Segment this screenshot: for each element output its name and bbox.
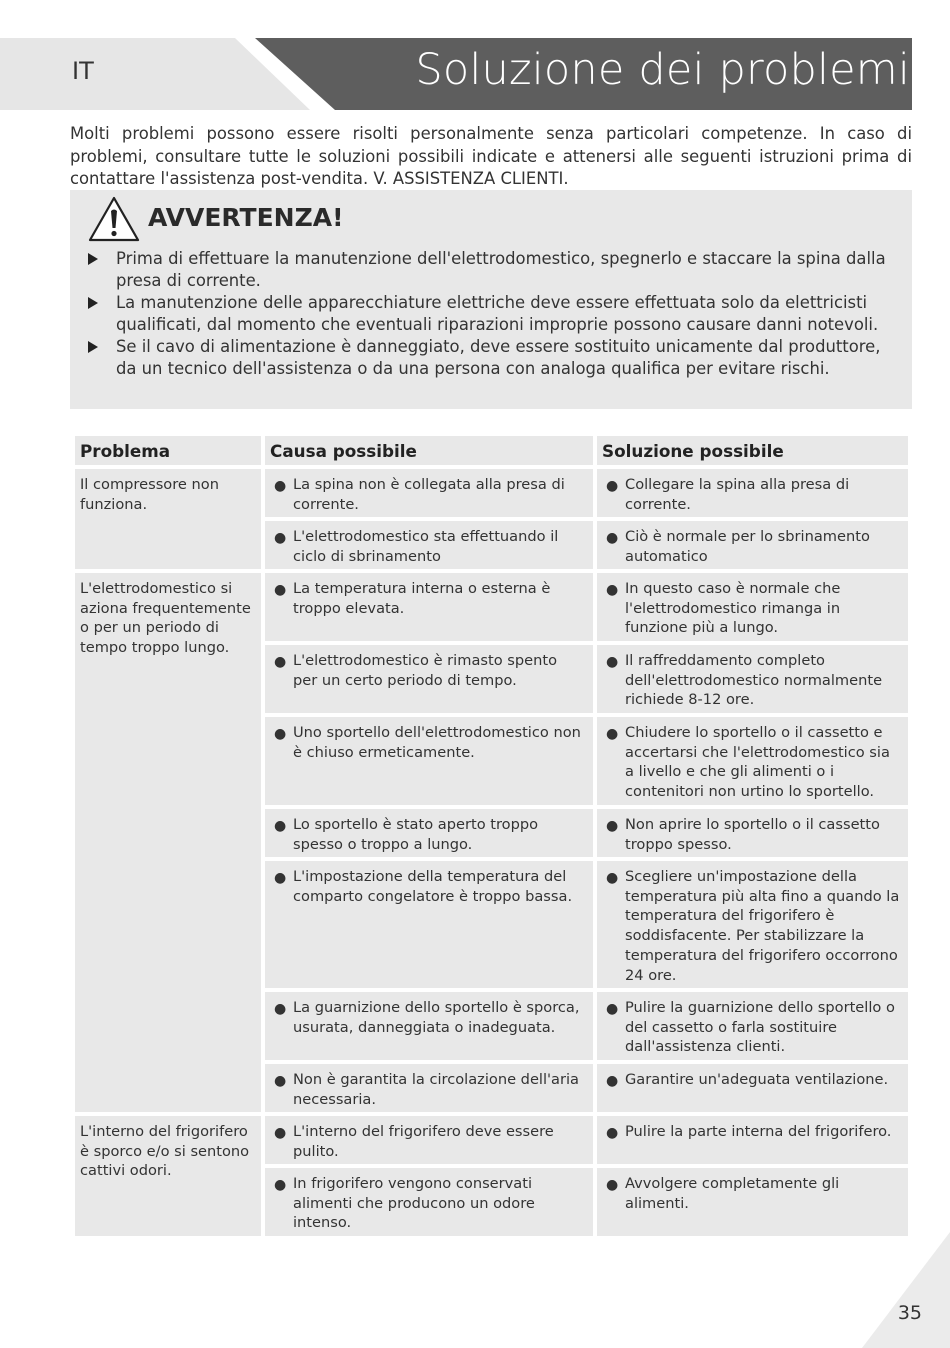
warning-item [70, 292, 912, 336]
bullet-icon: ● [606, 1177, 619, 1193]
cause-text: La spina non è collegata alla presa di corrente. [293, 476, 565, 513]
problem-cell: Il compressore non funziona. [75, 469, 261, 569]
cause-cell [265, 521, 593, 569]
bullet-icon: ● [606, 1001, 619, 1017]
solution-text: Non aprire lo sportello o il cassetto troppo spesso. [625, 816, 880, 853]
bullet-icon: ● [606, 870, 619, 886]
cause-cell [265, 717, 593, 805]
solution-text: Pulire la guarnizione dello sportello o del cassetto o farla sostituire dall'assistenza clienti. [625, 999, 895, 1056]
language-tab [0, 38, 310, 110]
table-row [265, 521, 908, 569]
cause-text: La guarnizione dello sportello è sporca, usurata, danneggiata o inadeguata. [293, 999, 580, 1036]
cause-cell [265, 992, 593, 1060]
table-row [265, 573, 908, 641]
solution-text: Ciò è normale per lo sbrinamento automatico [625, 528, 870, 565]
cause-cell [265, 809, 593, 857]
triangle-bullet-icon [88, 253, 98, 265]
table-row [265, 1168, 908, 1236]
table-row [265, 645, 908, 713]
cause-text: L'elettrodomestico è rimasto spento per un certo periodo di tempo. [293, 652, 558, 689]
cause-cell [265, 469, 593, 517]
bullet-icon: ● [606, 1073, 619, 1089]
cause-solution-rows [265, 469, 908, 569]
solution-text: Garantire un'adeguata ventilazione. [625, 1071, 889, 1088]
triangle-bullet-icon [88, 297, 98, 309]
solution-text: Avvolgere completamente gli alimenti. [625, 1175, 840, 1212]
solution-text: Il raffreddamento completo dell'elettrodomestico normalmente richiede 8-12 ore. [625, 652, 883, 709]
warning-item [70, 248, 912, 292]
bullet-icon: ● [274, 530, 287, 546]
solution-cell [597, 1168, 908, 1236]
solution-cell [597, 1116, 908, 1164]
page-number: 35 [897, 1302, 922, 1324]
page-corner-decoration [862, 1232, 950, 1348]
problem-group [75, 573, 908, 1112]
warning-item-text: Prima di effettuare la manutenzione dell'elettrodomestico, spegnerlo e staccare la spina dalla presa di corrente. [116, 249, 886, 290]
solution-cell [597, 1064, 908, 1112]
cause-text: La temperatura interna o esterna è troppo elevata. [293, 580, 551, 617]
solution-cell [597, 573, 908, 641]
bullet-icon: ● [606, 530, 619, 546]
warning-item-text: La manutenzione delle apparecchiature elettriche deve essere effettuata solo da elettricisti qualificati, dal momento che eventuali riparazioni improprie possono causare danni notevoli. [116, 293, 879, 334]
table-row [265, 1116, 908, 1164]
table-row [265, 992, 908, 1060]
bullet-icon: ● [606, 818, 619, 834]
solution-text: Chiudere lo sportello o il cassetto e accertarsi che l'elettrodomestico sia a livello e che gli alimenti o i contenitori non urtino lo sportello. [625, 724, 890, 801]
warning-list [70, 248, 912, 380]
solution-cell [597, 469, 908, 517]
bullet-icon: ● [274, 1177, 287, 1193]
problem-group [75, 1116, 908, 1236]
solution-cell [597, 809, 908, 857]
cause-cell [265, 1116, 593, 1164]
bullet-icon: ● [274, 478, 287, 494]
cause-cell [265, 645, 593, 713]
cause-cell [265, 861, 593, 988]
solution-text: In questo caso è normale che l'elettrodomestico rimanga in funzione più a lungo. [625, 580, 841, 637]
bullet-icon: ● [274, 582, 287, 598]
header-problem: Problema [75, 436, 261, 465]
bullet-icon: ● [274, 1125, 287, 1141]
table-row [265, 1064, 908, 1112]
cause-solution-rows [265, 573, 908, 1112]
solution-cell [597, 861, 908, 988]
solution-text: Pulire la parte interna del frigorifero. [625, 1123, 892, 1140]
cause-text: L'elettrodomestico sta effettuando il ciclo di sbrinamento [293, 528, 559, 565]
table-row [265, 469, 908, 517]
cause-cell [265, 573, 593, 641]
bullet-icon: ● [274, 1001, 287, 1017]
header-cause: Causa possibile [265, 436, 593, 465]
bullet-icon: ● [274, 870, 287, 886]
cause-text: Lo sportello è stato aperto troppo spesso o troppo a lungo. [293, 816, 539, 853]
solution-cell [597, 717, 908, 805]
troubleshooting-table [75, 436, 908, 1240]
bullet-icon: ● [274, 654, 287, 670]
solution-text: Collegare la spina alla presa di corrente. [625, 476, 850, 513]
bullet-icon: ● [274, 726, 287, 742]
language-label: IT [72, 57, 94, 85]
cause-cell [265, 1064, 593, 1112]
problem-group [75, 469, 908, 569]
table-row [265, 717, 908, 805]
cause-text: L'interno del frigorifero deve essere pulito. [293, 1123, 554, 1160]
page-title: Soluzione dei problemi [415, 45, 910, 95]
bullet-icon: ● [606, 478, 619, 494]
bullet-icon: ● [606, 726, 619, 742]
table-row [265, 809, 908, 857]
warning-item-text: Se il cavo di alimentazione è danneggiato, deve essere sostituito unicamente dal produttore, da un tecnico dell'assistenza o da una persona con analoga qualifica per evitare rischi. [116, 337, 881, 378]
warning-box [70, 190, 912, 409]
intro-paragraph: Molti problemi possono essere risolti personalmente senza particolari competenze. In caso di problemi, consultare tutte le soluzioni possibili indicate e attenersi alle seguenti istruzioni prima di contattare l'assistenza post-vendita. V. ASSISTENZA CLIENTI. [70, 124, 912, 188]
solution-cell [597, 645, 908, 713]
warning-item [70, 336, 912, 380]
solution-cell [597, 521, 908, 569]
triangle-bullet-icon [88, 341, 98, 353]
bullet-icon: ● [606, 582, 619, 598]
cause-text: Uno sportello dell'elettrodomestico non è chiuso ermeticamente. [293, 724, 581, 761]
cause-text: L'impostazione della temperatura del comparto congelatore è troppo bassa. [293, 868, 573, 905]
cause-solution-rows [265, 1116, 908, 1236]
bullet-icon: ● [274, 1073, 287, 1089]
bullet-icon: ● [606, 1125, 619, 1141]
cause-cell [265, 1168, 593, 1236]
cause-text: In frigorifero vengono conservati alimenti che producono un odore intenso. [293, 1175, 535, 1232]
bullet-icon: ● [606, 654, 619, 670]
table-header-row [75, 436, 908, 465]
warning-title: AVVERTENZA! [148, 203, 344, 232]
header-solution: Soluzione possibile [597, 436, 908, 465]
table-row [265, 861, 908, 988]
cause-text: Non è garantita la circolazione dell'aria necessaria. [293, 1071, 579, 1108]
solution-text: Scegliere un'impostazione della temperatura più alta fino a quando la temperatura del frigorifero è soddisfacente. Per stabilizzare la temperatura del frigorifero occorrono 24 ore. [625, 868, 900, 984]
problem-cell: L'elettrodomestico si aziona frequentemente o per un periodo di tempo troppo lungo. [75, 573, 261, 1112]
bullet-icon: ● [274, 818, 287, 834]
warning-triangle-icon [87, 195, 141, 243]
problem-cell: L'interno del frigorifero è sporco e/o si sentono cattivi odori. [75, 1116, 261, 1236]
solution-cell [597, 992, 908, 1060]
